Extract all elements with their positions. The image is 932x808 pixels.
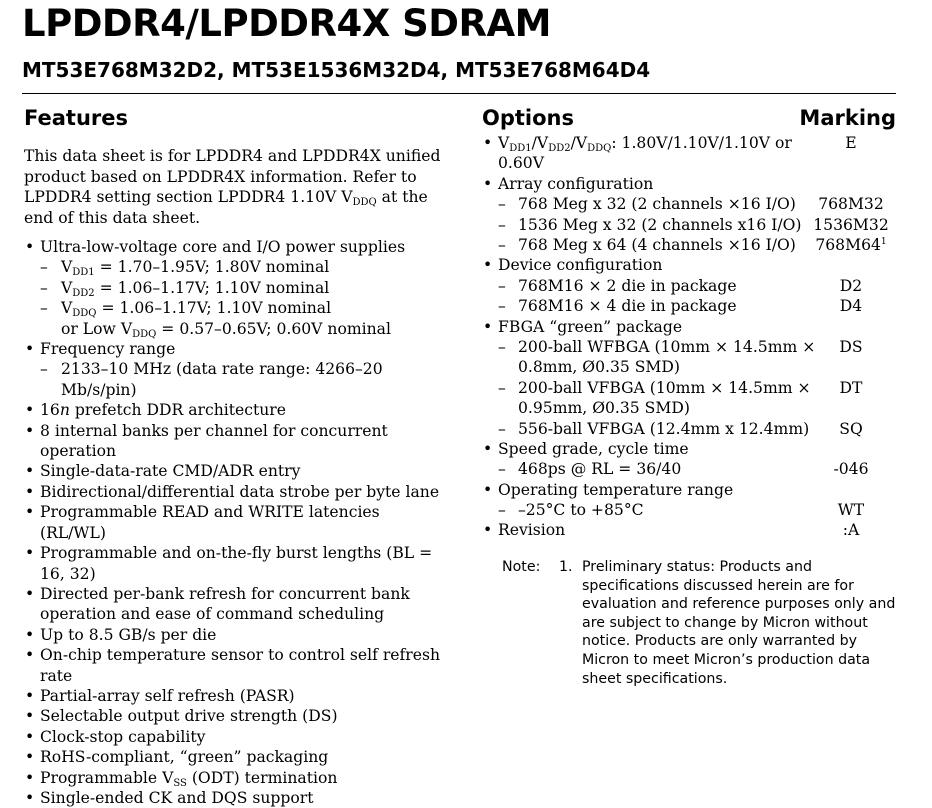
option-marking: :A (842, 521, 860, 540)
feature-text-italic: n (59, 401, 70, 420)
option-text: Revision (498, 521, 566, 540)
bullet-icon: • (25, 727, 35, 746)
subscript: SS (173, 777, 187, 789)
dash-icon: – (40, 278, 48, 297)
feature-text: Bidirectional/differential data strobe per byte lane (40, 482, 440, 501)
list-item (24, 747, 444, 767)
option-row (482, 459, 896, 479)
feature-text: Single-data-rate CMD/ADR entry (40, 462, 301, 481)
option-label (482, 439, 818, 459)
option-text: 468ps @ RL = 36/40 (518, 460, 682, 479)
option-marking: DS (839, 337, 863, 356)
part-numbers: MT53E768M32D2, MT53E1536M32D4, MT53E768M64D4 (22, 58, 651, 82)
feature-text: 2133–10 MHz (data rate range: 4266–20 Mb/s/pin) (61, 360, 383, 399)
dash-icon: – (40, 299, 48, 318)
option-text: 768 Meg x 32 (2 channels ×16 I/O) (518, 195, 796, 214)
option-row (482, 235, 896, 255)
option-label (482, 215, 838, 235)
option-row (482, 520, 896, 540)
dash-icon: – (498, 215, 506, 234)
option-row (482, 419, 896, 439)
option-text: /V (570, 134, 588, 152)
dash-icon: – (498, 337, 506, 356)
option-label (482, 459, 838, 479)
features-heading: Features (24, 106, 128, 130)
bullet-icon: • (483, 521, 493, 540)
feature-text: V (61, 278, 73, 297)
feature-text: = 1.70–1.95V; 1.80V nominal (94, 258, 330, 277)
list-item (24, 625, 444, 645)
page-title: LPDDR4/LPDDR4X SDRAM (22, 2, 551, 45)
list-item (24, 461, 444, 481)
option-label (482, 174, 818, 194)
bullet-icon: • (25, 768, 35, 787)
dash-icon: – (498, 460, 506, 479)
option-text: 1536 Meg x 32 (2 channels x16 I/O) (518, 215, 802, 234)
option-row (482, 378, 896, 419)
note-number: 1. (559, 559, 573, 575)
bullet-icon: • (25, 503, 35, 522)
feature-text: (ODT) termination (186, 768, 338, 787)
feature-text: Up to 8.5 GB/s per die (40, 625, 217, 644)
list-item (24, 727, 444, 747)
intro-text: This data sheet is for LPDDR4 and LPDDR4X unified product based on LPDDR4X information. Refer to LPDDR4 setting section LPDDR4 1.10V V (24, 147, 441, 207)
intro-text-end: at the end of this data sheet. (24, 188, 428, 227)
option-row (482, 337, 896, 378)
feature-text: = 0.57–0.65V; 0.60V nominal (156, 319, 391, 338)
feature-text: V (61, 258, 73, 277)
option-label (482, 317, 818, 337)
option-label (482, 378, 838, 419)
option-row (482, 439, 896, 459)
subscript: DDQ (132, 328, 157, 340)
options-list (482, 133, 896, 541)
feature-text: Programmable READ and WRITE latencies (RL/WL) (40, 503, 380, 542)
option-text: Array configuration (498, 174, 654, 193)
bullet-icon: • (483, 317, 493, 336)
option-label (482, 520, 818, 540)
bullet-icon: • (483, 174, 493, 193)
option-text: V (498, 134, 510, 152)
option-row (482, 215, 896, 235)
features-intro (24, 146, 444, 228)
option-text: Speed grade, cycle time (498, 439, 689, 458)
option-text: Operating temperature range (498, 480, 734, 499)
option-marking: WT (837, 501, 865, 520)
option-marking: SQ (839, 419, 863, 438)
list-item (24, 645, 444, 686)
option-text: /V (531, 134, 549, 152)
option-marking: -046 (833, 460, 869, 479)
bullet-icon: • (483, 439, 493, 458)
sub-item (24, 359, 444, 400)
feature-text: = 1.06–1.17V; 1.10V nominal (94, 278, 330, 297)
option-marking: 1536M32 (813, 215, 889, 234)
option-row (482, 276, 896, 296)
dash-icon: – (498, 235, 506, 254)
footnote-ref: 1 (880, 236, 887, 247)
option-text: 556-ball VFBGA (12.4mm x 12.4mm) (518, 419, 810, 438)
bullet-icon: • (25, 788, 35, 807)
option-text: –25°C to +85°C (518, 501, 644, 520)
subscript: DDQ (587, 143, 612, 154)
list-item (24, 706, 444, 726)
bullet-icon: • (25, 748, 35, 767)
feature-text: Frequency range (40, 340, 176, 359)
subscript: DD1 (72, 267, 95, 279)
dash-icon: – (498, 378, 506, 397)
option-label (482, 133, 818, 174)
feature-text: Selectable output drive strength (DS) (40, 707, 338, 726)
bullet-icon: • (25, 544, 35, 563)
dash-icon: – (498, 501, 506, 520)
bullet-icon: • (25, 401, 35, 420)
option-text: FBGA “green” package (498, 317, 683, 336)
option-row (482, 133, 896, 174)
list-item (24, 237, 444, 257)
feature-text: or Low V (61, 319, 133, 338)
intro-subscript: DDQ (352, 197, 377, 209)
option-row (482, 500, 896, 520)
subscript: DD2 (72, 287, 95, 299)
feature-text: prefetch DDR architecture (69, 401, 286, 420)
note-label: Note: (502, 559, 541, 575)
option-marking: E (845, 134, 857, 152)
feature-text: Partial-array self refresh (PASR) (40, 686, 295, 705)
list-item (24, 339, 444, 359)
option-text: 200-ball VFBGA (10mm × 14.5mm × 0.95mm, Ø0.35 SMD) (518, 378, 811, 418)
option-marking: D4 (839, 297, 863, 316)
feature-text: Directed per-bank refresh for concurrent bank operation and ease of command scheduling (40, 584, 410, 624)
bullet-icon: • (25, 686, 35, 705)
feature-text: Ultra-low-voltage core and I/O power supplies (40, 238, 406, 256)
list-item (24, 768, 444, 788)
bullet-icon: • (25, 238, 35, 256)
dash-icon: – (40, 360, 48, 379)
note-text: Preliminary status: Products and specifications discussed herein are for evaluation and reference purposes only and are subject to change by Micron without notice. Products are only warranted by Micron to meet Micron’s production data sheet specifications. (582, 559, 896, 687)
list-item (24, 400, 444, 420)
option-label (482, 480, 818, 500)
bullet-icon: • (25, 625, 35, 644)
sub-item (24, 278, 444, 298)
option-row (482, 194, 896, 214)
dash-icon: – (498, 195, 506, 214)
bullet-icon: • (25, 646, 35, 665)
bullet-icon: • (25, 462, 35, 481)
bullet-icon: • (25, 421, 35, 440)
subscript: DDQ (72, 308, 97, 320)
option-text: 200-ball WFBGA (10mm × 14.5mm × 0.8mm, Ø0.35 SMD) (518, 337, 816, 377)
option-row (482, 317, 896, 337)
option-label (482, 235, 838, 255)
feature-text: V (61, 299, 73, 318)
marking-text: 768M64 (815, 235, 881, 254)
option-marking: 768M32 (818, 195, 884, 214)
option-text: : 1.80V/1.10V/1.10V or 0.60V (498, 134, 792, 173)
feature-text: Programmable V (40, 768, 174, 787)
option-label (482, 276, 838, 296)
option-label (482, 419, 838, 439)
sub-item-continuation (24, 319, 444, 339)
option-marking: D2 (839, 276, 863, 295)
bullet-icon: • (25, 707, 35, 726)
option-label (482, 255, 818, 275)
bullet-icon: • (25, 340, 35, 359)
list-item (24, 482, 444, 502)
title-divider (22, 93, 896, 94)
feature-text: RoHS-compliant, “green” packaging (40, 748, 329, 767)
marking-heading: Marking (799, 106, 896, 130)
feature-text: = 1.06–1.17V; 1.10V nominal (96, 299, 332, 318)
option-label (482, 500, 838, 520)
feature-text: 16 (40, 401, 60, 420)
option-label (482, 337, 838, 378)
subscript: DD1 (509, 143, 532, 154)
option-label (482, 296, 838, 316)
sub-item (24, 298, 444, 318)
options-heading: Options (482, 106, 574, 130)
feature-text: Clock-stop capability (40, 727, 206, 746)
dash-icon: – (498, 297, 506, 316)
sub-item (24, 257, 444, 277)
option-text: Device configuration (498, 256, 663, 275)
option-marking (796, 235, 906, 255)
bullet-icon: • (483, 256, 493, 275)
feature-text: Single-ended CK and DQS support (40, 788, 314, 807)
list-item (24, 788, 444, 808)
list-item (24, 543, 444, 584)
option-row (482, 480, 896, 500)
dash-icon: – (498, 276, 506, 295)
option-row (482, 174, 896, 194)
feature-text: On-chip temperature sensor to control self refresh rate (40, 646, 441, 685)
bullet-icon: • (483, 134, 493, 152)
subscript: DD2 (548, 143, 571, 154)
option-text: 768M16 × 2 die in package (518, 276, 737, 295)
dash-icon: – (498, 419, 506, 438)
bullet-icon: • (483, 480, 493, 499)
list-item (24, 502, 444, 543)
option-text: 768M16 × 4 die in package (518, 297, 737, 316)
bullet-icon: • (25, 482, 35, 501)
list-item (24, 421, 444, 462)
option-text: 768 Meg x 64 (4 channels ×16 I/O) (518, 235, 796, 254)
feature-text: Programmable and on-the-fly burst lengths (BL = 16, 32) (40, 544, 433, 583)
option-marking: DT (839, 378, 863, 397)
option-row (482, 255, 896, 275)
features-list (24, 237, 444, 808)
list-item (24, 686, 444, 706)
option-label (482, 194, 838, 214)
list-item (24, 584, 444, 625)
dash-icon: – (40, 258, 48, 277)
option-row (482, 296, 896, 316)
feature-text: 8 internal banks per channel for concurrent operation (40, 421, 388, 461)
bullet-icon: • (25, 584, 35, 603)
